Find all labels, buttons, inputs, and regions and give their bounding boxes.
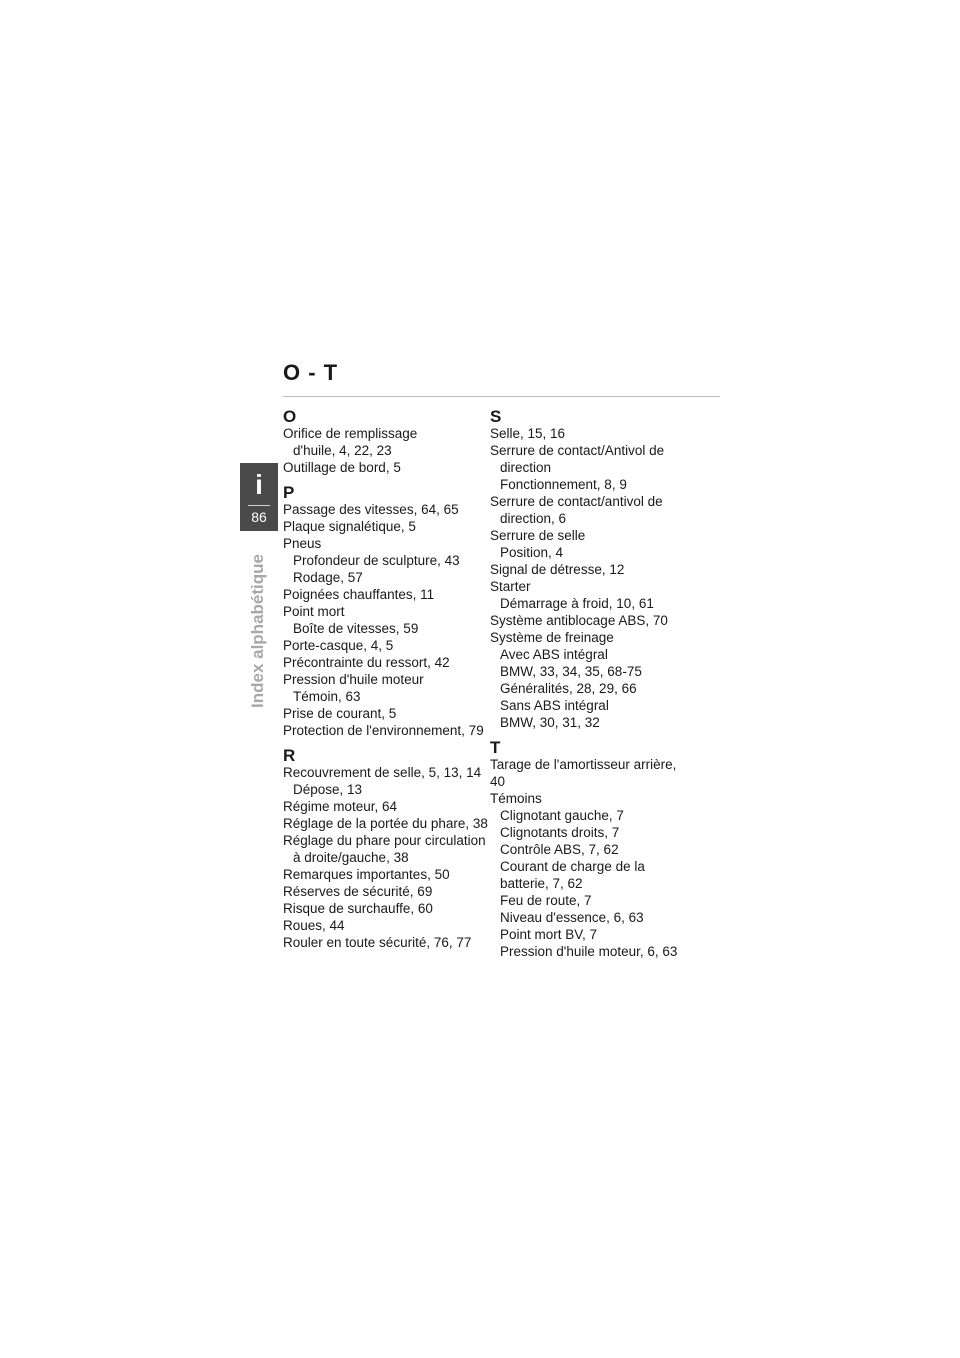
index-group [490,739,695,960]
index-subentry: Avec ABS intégral [500,647,608,662]
index-subentry: Clignotant gauche, 7 [500,808,624,823]
index-entry: Témoins [490,791,542,806]
index-subentry: direction, 6 [500,511,567,526]
index-letter-heading: R [283,746,296,765]
chapter-title-wrapper [246,548,274,708]
index-entry: Régime moteur, 64 [283,799,398,814]
index-subentry: Pression d'huile moteur, 6, 63 [500,944,678,959]
index-subentry: à droite/gauche, 38 [293,850,409,865]
index-entry: Rouler en toute sécurité, 76, 77 [283,935,472,950]
index-entry: Tarage de l'amortisseur arrière, 40 [490,757,677,789]
index-group [283,747,488,951]
index-entry-list [490,425,695,731]
index-letter-heading: P [283,483,295,502]
index-subentry: Dépose, 13 [293,782,363,797]
index-subentry: Boîte de vitesses, 59 [293,621,419,636]
index-entry: Plaque signalétique, 5 [283,519,416,534]
index-entry: Selle, 15, 16 [490,426,566,441]
index-entry-list [490,756,695,960]
index-entry: Passage des vitesses, 64, 65 [283,502,459,517]
index-subentry: Position, 4 [500,545,564,560]
index-entry: Serrure de contact/Antivol de [490,443,665,458]
index-subentry: Profondeur de sculpture, 43 [293,553,460,568]
index-subentry: Sans ABS intégral [500,698,609,713]
info-icon: i [255,469,263,500]
index-subentry: d'huile, 4, 22, 23 [293,443,392,458]
index-subentry: Témoin, 63 [293,689,361,704]
index-entry: Réglage de la portée du phare, 38 [283,816,488,831]
index-subentry: Point mort BV, 7 [500,927,598,942]
index-letter-heading: S [490,407,502,426]
index-entry-list [283,425,488,476]
index-entry-list [283,764,488,951]
index-letter-heading: T [490,738,501,757]
index-entry: Recouvrement de selle, 5, 13, 14 [283,765,482,780]
index-entry: Réglage du phare pour circulation [283,833,486,848]
chapter-tab [240,463,278,531]
index-entry: Roues, 44 [283,918,345,933]
index-entry-list [283,501,488,739]
index-entry: Système antiblocage ABS, 70 [490,613,668,628]
heading-divider [283,396,720,397]
index-subentry: Clignotants droits, 7 [500,825,620,840]
index-entry: Signal de détresse, 12 [490,562,625,577]
index-entry: Réserves de sécurité, 69 [283,884,433,899]
page-number: 86 [251,509,267,525]
tab-divider [248,505,270,506]
index-subentry: batterie, 7, 62 [500,876,583,891]
index-entry: Pression d'huile moteur [283,672,424,687]
index-group [490,408,695,731]
index-subentry: Feu de route, 7 [500,893,592,908]
index-entry: Risque de surchauffe, 60 [283,901,433,916]
index-entry: Système de freinage [490,630,614,645]
index-subentry: direction [500,460,552,475]
index-subentry: BMW, 33, 34, 35, 68-75 [500,664,642,679]
index-group [283,484,488,739]
index-subentry: Contrôle ABS, 7, 62 [500,842,619,857]
index-subentry: Généralités, 28, 29, 66 [500,681,637,696]
index-entry: Porte-casque, 4, 5 [283,638,394,653]
index-subentry: Niveau d'essence, 6, 63 [500,910,644,925]
index-entry: Orifice de remplissage [283,426,418,441]
index-entry: Prise de courant, 5 [283,706,397,721]
index-entry: Pneus [283,536,322,551]
index-entry: Outillage de bord, 5 [283,460,401,475]
index-group [283,408,488,476]
index-subentry: Courant de charge de la [500,859,645,874]
index-entry: Point mort [283,604,345,619]
index-entry: Remarques importantes, 50 [283,867,450,882]
index-letter-heading: O [283,407,297,426]
index-subentry: Démarrage à froid, 10, 61 [500,596,654,611]
index-column-right [490,408,695,968]
index-entry: Poignées chauffantes, 11 [283,587,435,602]
index-entry: Serrure de selle [490,528,586,543]
index-entry: Protection de l'environnement, 79 [283,723,484,738]
index-subentry: Fonctionnement, 8, 9 [500,477,627,492]
index-entry: Serrure de contact/antivol de [490,494,663,509]
index-subentry: BMW, 30, 31, 32 [500,715,600,730]
index-subentry: Rodage, 57 [293,570,363,585]
chapter-title: Index alphabétique [248,554,267,708]
section-heading: O - T [283,360,339,385]
index-column-left [283,408,488,959]
index-entry: Starter [490,579,531,594]
index-entry: Précontrainte du ressort, 42 [283,655,450,670]
